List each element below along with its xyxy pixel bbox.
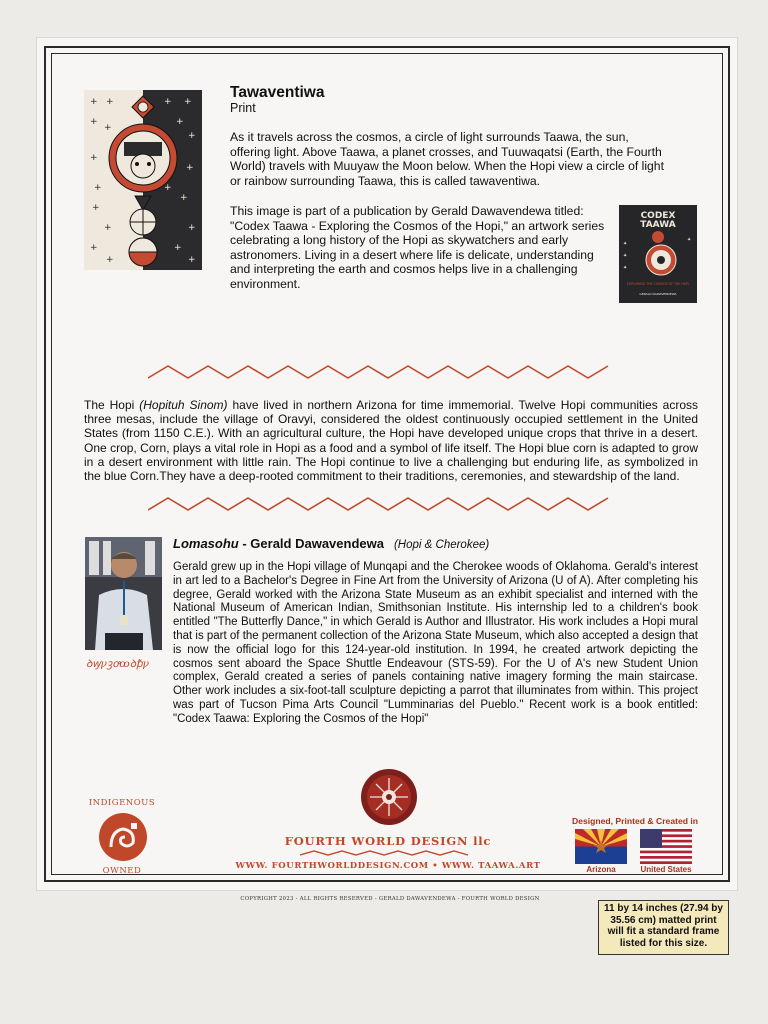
svg-text:+: + [90, 97, 98, 107]
svg-text:✦: ✦ [687, 237, 692, 243]
tawaventiwa-artwork [84, 90, 202, 270]
artwork-medium: Print [230, 101, 256, 115]
hopi-paragraph [84, 398, 698, 483]
size-note-label: 11 by 14 inches (27.94 by 35.56 cm) matted print will fit a standard frame listed for this size. [598, 900, 729, 955]
svg-text:+: + [188, 255, 196, 265]
us-flag-icon [640, 829, 692, 864]
svg-text:✦: ✦ [623, 241, 628, 247]
artist-separator: - [238, 536, 251, 551]
book-subtitle: EXPLORING THE COSMOS OF THE HOPI [626, 282, 690, 286]
book-author: GERALD DAWAVENDEWA [639, 292, 677, 296]
svg-text:+: + [184, 97, 192, 107]
wave-divider-bottom [148, 496, 622, 512]
svg-text:+: + [104, 223, 112, 233]
made-in-label: Designed, Printed & Created in [571, 816, 699, 826]
hopi-native-name: (Hopituh Sinom) [139, 398, 228, 412]
artist-heading [173, 536, 489, 551]
svg-text:+: + [176, 117, 184, 127]
artwork-title: Tawaventiwa [230, 84, 325, 101]
indigenous-label: INDIGENOUS [88, 798, 156, 808]
svg-text:+: + [180, 193, 188, 203]
brand-wave-line [300, 849, 476, 857]
united-states-label: United States [640, 865, 692, 874]
hopi-text: have lived in northern Arizona for time immemorial. Twelve Hopi communities across three mesas, include the village of Oravyi, considered the oldest continuously occupied settlement in the United States (from 1150 C.E.). With an agricultural culture, the Hopi have developed unique crops that thrive in a desert. One crop, Corn, plays a vital role in Hopi as a food and a symbol of life itself. The Hopi blue corn is adapted to grow in a desert environment with little rain. The Hopi continue to live a challenging but enduring life, as symbolized in the blue Corn.They have a deep-rooted commitment to their traditions, ceremonies, and stewardship of the land. [84, 398, 699, 484]
fourth-world-design-logo [360, 768, 418, 826]
svg-text:+: + [106, 97, 114, 107]
artist-name: Gerald Dawavendewa [250, 536, 384, 551]
owned-label: OWNED [102, 866, 142, 876]
svg-text:+: + [164, 183, 172, 193]
svg-text:+: + [174, 243, 182, 253]
book-title-line1: CODEX [640, 211, 676, 221]
svg-text:+: + [90, 153, 98, 163]
svg-text:+: + [104, 123, 112, 133]
svg-text:+: + [90, 243, 98, 253]
artwork-description: As it travels across the cosmos, a circle of light surrounds Taawa, the sun, offering light. Above Taawa, a planet crosses, and Tuuwaqatsi (Earth, the Fourth World) travels with Muuyaw the Moon below. When the Hopi view a circle of light or rainbow surrounding Taawa, this is called tawaventiwa. [230, 130, 664, 188]
artist-photo [85, 537, 162, 650]
svg-text:+: + [188, 131, 196, 141]
svg-text:+: + [94, 183, 102, 193]
book-title-line2: TAAWA [640, 220, 676, 230]
artist-bio: Gerald grew up in the Hopi village of Munqapi and the Cherokee woods of Oklahoma. Gerald's interest in art led to a Bachelor's Degree in Fine Art from the University of Arizona (U of A). After completing his degree, Gerald worked with the Arizona State Museum as an exhibit specialist and interned with the National Museum of American Indian, Smithsonian Institute. His internship led to a children's book entitled "The Butterfly Dance," in which Gerald is Author and Illustrator. His work includes a Hopi mural that is part of the permanent collection of the Arizona State Museum, which also accepted a design that is now the official logo for this 124-year-old institution. In 1994, he created artwork depicting the cosmos sent aboard the Space Shuttle Endeavour (STS-59). For the U of A's new Student Union complex, Gerald created a series of panels containing native imagery forming the main staircase. Other work includes a six-foot-tall sculpture depicting a parrot that illuminates from within. This project was part of Tucson Pima Arts Council "Lumminarias del Pueblo." Recent work is a book entitled: "Codex Taawa: Exploring the Cosmos of the Hopi" [173, 561, 698, 725]
artist-signature: ꝺꝡꝩꝫꝍꝏꝺꝥꝩ [86, 658, 149, 670]
publication-description: This image is part of a publication by Gerald Dawavendewa titled: "Codex Taawa - Exploring the Cosmos of the Hopi," an artwork series celebrating a long history of the Hopi as skywatchers and early astronomers. Living in a desert where life is delicate, understanding and interpreting the earth and cosmos helps live in a challenging environment. [230, 204, 605, 291]
indigenous-owned-logo [97, 811, 149, 863]
svg-text:+: + [164, 97, 172, 107]
svg-text:+: + [90, 117, 98, 127]
arizona-label: Arizona [586, 865, 616, 874]
hopi-intro: The Hopi [84, 398, 140, 412]
copyright-line: COPYRIGHT 2023 - ALL RIGHTS RESERVED - GERALD DAWAVENDEWA - FOURTH WORLD DESIGN [240, 896, 540, 902]
arizona-flag-icon [575, 829, 627, 864]
svg-text:+: + [188, 223, 196, 233]
artist-tribe: (Hopi & Cherokee) [393, 539, 490, 551]
svg-text:✦: ✦ [623, 265, 628, 271]
artist-native-name: Lomasohu [173, 536, 239, 551]
svg-text:+: + [186, 163, 194, 173]
wave-divider-top [148, 364, 622, 380]
svg-text:+: + [106, 255, 114, 265]
svg-text:+: + [92, 203, 100, 213]
website-urls[interactable]: WWW. FOURTHWORLDDESIGN.COM • WWW. TAAWA.ART [235, 861, 541, 871]
brand-name: FOURTH WORLD DESIGN llc [284, 834, 492, 848]
codex-taawa-book-cover [619, 205, 697, 303]
svg-text:✦: ✦ [623, 253, 628, 259]
